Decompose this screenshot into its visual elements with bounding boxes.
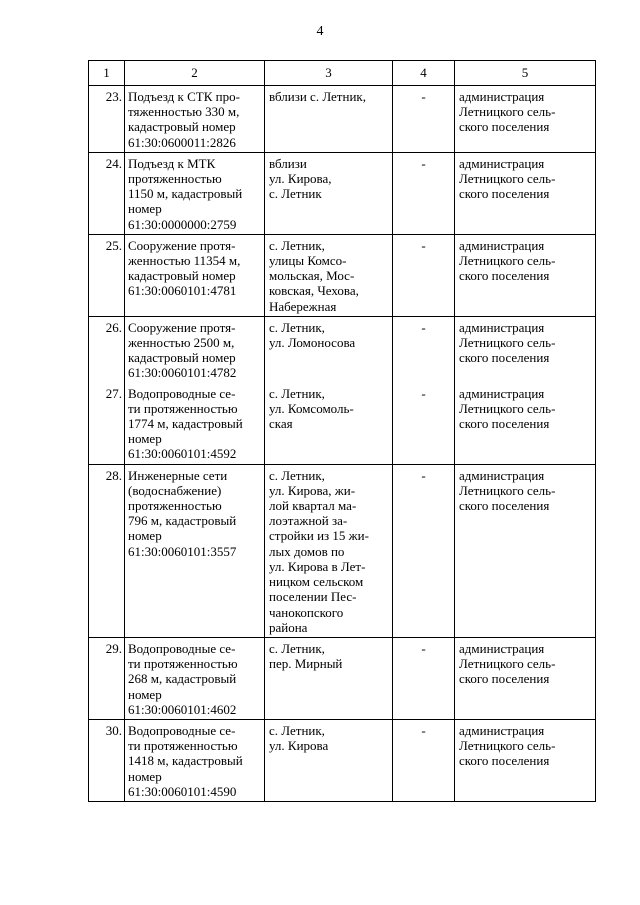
object-location: с. Летник, ул. Кирова, жи- лой квартал ма- лоэтажной за- стройки из 15 жи- лых домов по ул. Кирова в Лет- ницком сельском поселении Пес- чанокопского района (265, 464, 393, 637)
column-header-3: 3 (265, 61, 393, 86)
row-number: 27. (89, 383, 125, 465)
right-holder: администрация Летницкого сель- ского поселения (455, 234, 596, 316)
row-number: 24. (89, 152, 125, 234)
table-row (89, 464, 596, 637)
table-header-row (89, 61, 596, 86)
right-holder: администрация Летницкого сель- ского поселения (455, 719, 596, 801)
table-row (89, 152, 596, 234)
object-name: Подъезд к МТК протяженностью 1150 м, кадастровый номер 61:30:0000000:2759 (125, 152, 265, 234)
right-holder: администрация Летницкого сель- ского поселения (455, 464, 596, 637)
table-row (89, 637, 596, 719)
object-name: Сооружение протя- женностью 11354 м, кадастровый номер 61:30:0060101:4781 (125, 234, 265, 316)
page-number: 4 (316, 24, 324, 39)
object-location: вблизи с. Летник, (265, 86, 393, 153)
column-4-value: - (393, 234, 455, 316)
object-location: с. Летник, улицы Комсо- мольская, Мос- ковская, Чехова, Набережная (265, 234, 393, 316)
row-number: 23. (89, 86, 125, 153)
column-header-5: 5 (455, 61, 596, 86)
row-number: 25. (89, 234, 125, 316)
object-location: с. Летник, ул. Кирова (265, 719, 393, 801)
table-row (89, 86, 596, 153)
right-holder: администрация Летницкого сель- ского поселения (455, 637, 596, 719)
object-location: вблизи ул. Кирова, с. Летник (265, 152, 393, 234)
object-name: Водопроводные се- ти протяженностью 1774 м, кадастровый номер 61:30:0060101:4592 (125, 383, 265, 465)
column-4-value: - (393, 464, 455, 637)
right-holder: администрация Летницкого сель- ского поселения (455, 316, 596, 382)
object-name: Водопроводные се- ти протяженностью 1418 м, кадастровый номер 61:30:0060101:4590 (125, 719, 265, 801)
column-4-value: - (393, 637, 455, 719)
column-4-value: - (393, 383, 455, 465)
row-number: 29. (89, 637, 125, 719)
table-row (89, 234, 596, 316)
object-name: Инженерные сети (водоснабжение) протяженностью 796 м, кадастровый номер 61:30:0060101:3557 (125, 464, 265, 637)
object-name: Водопроводные се- ти протяженностью 268 м, кадастровый номер 61:30:0060101:4602 (125, 637, 265, 719)
column-4-value: - (393, 86, 455, 153)
column-4-value: - (393, 316, 455, 382)
right-holder: администрация Летницкого сель- ского поселения (455, 152, 596, 234)
right-holder: администрация Летницкого сель- ского поселения (455, 86, 596, 153)
column-header-4: 4 (393, 61, 455, 86)
table-row (89, 316, 596, 382)
table-row (89, 719, 596, 801)
row-number: 30. (89, 719, 125, 801)
object-location: с. Летник, ул. Комсомоль- ская (265, 383, 393, 465)
property-registry-table (88, 60, 596, 802)
column-header-2: 2 (125, 61, 265, 86)
column-4-value: - (393, 719, 455, 801)
object-location: с. Летник, пер. Мирный (265, 637, 393, 719)
object-name: Подъезд к СТК про- тяженностью 330 м, кадастровый номер 61:30:0600011:2826 (125, 86, 265, 153)
row-number: 26. (89, 316, 125, 382)
object-name: Сооружение протя- женностью 2500 м, кадастровый номер 61:30:0060101:4782 (125, 316, 265, 382)
column-4-value: - (393, 152, 455, 234)
column-header-1: 1 (89, 61, 125, 86)
right-holder: администрация Летницкого сель- ского поселения (455, 383, 596, 465)
table-row (89, 383, 596, 465)
object-location: с. Летник, ул. Ломоносова (265, 316, 393, 382)
row-number: 28. (89, 464, 125, 637)
